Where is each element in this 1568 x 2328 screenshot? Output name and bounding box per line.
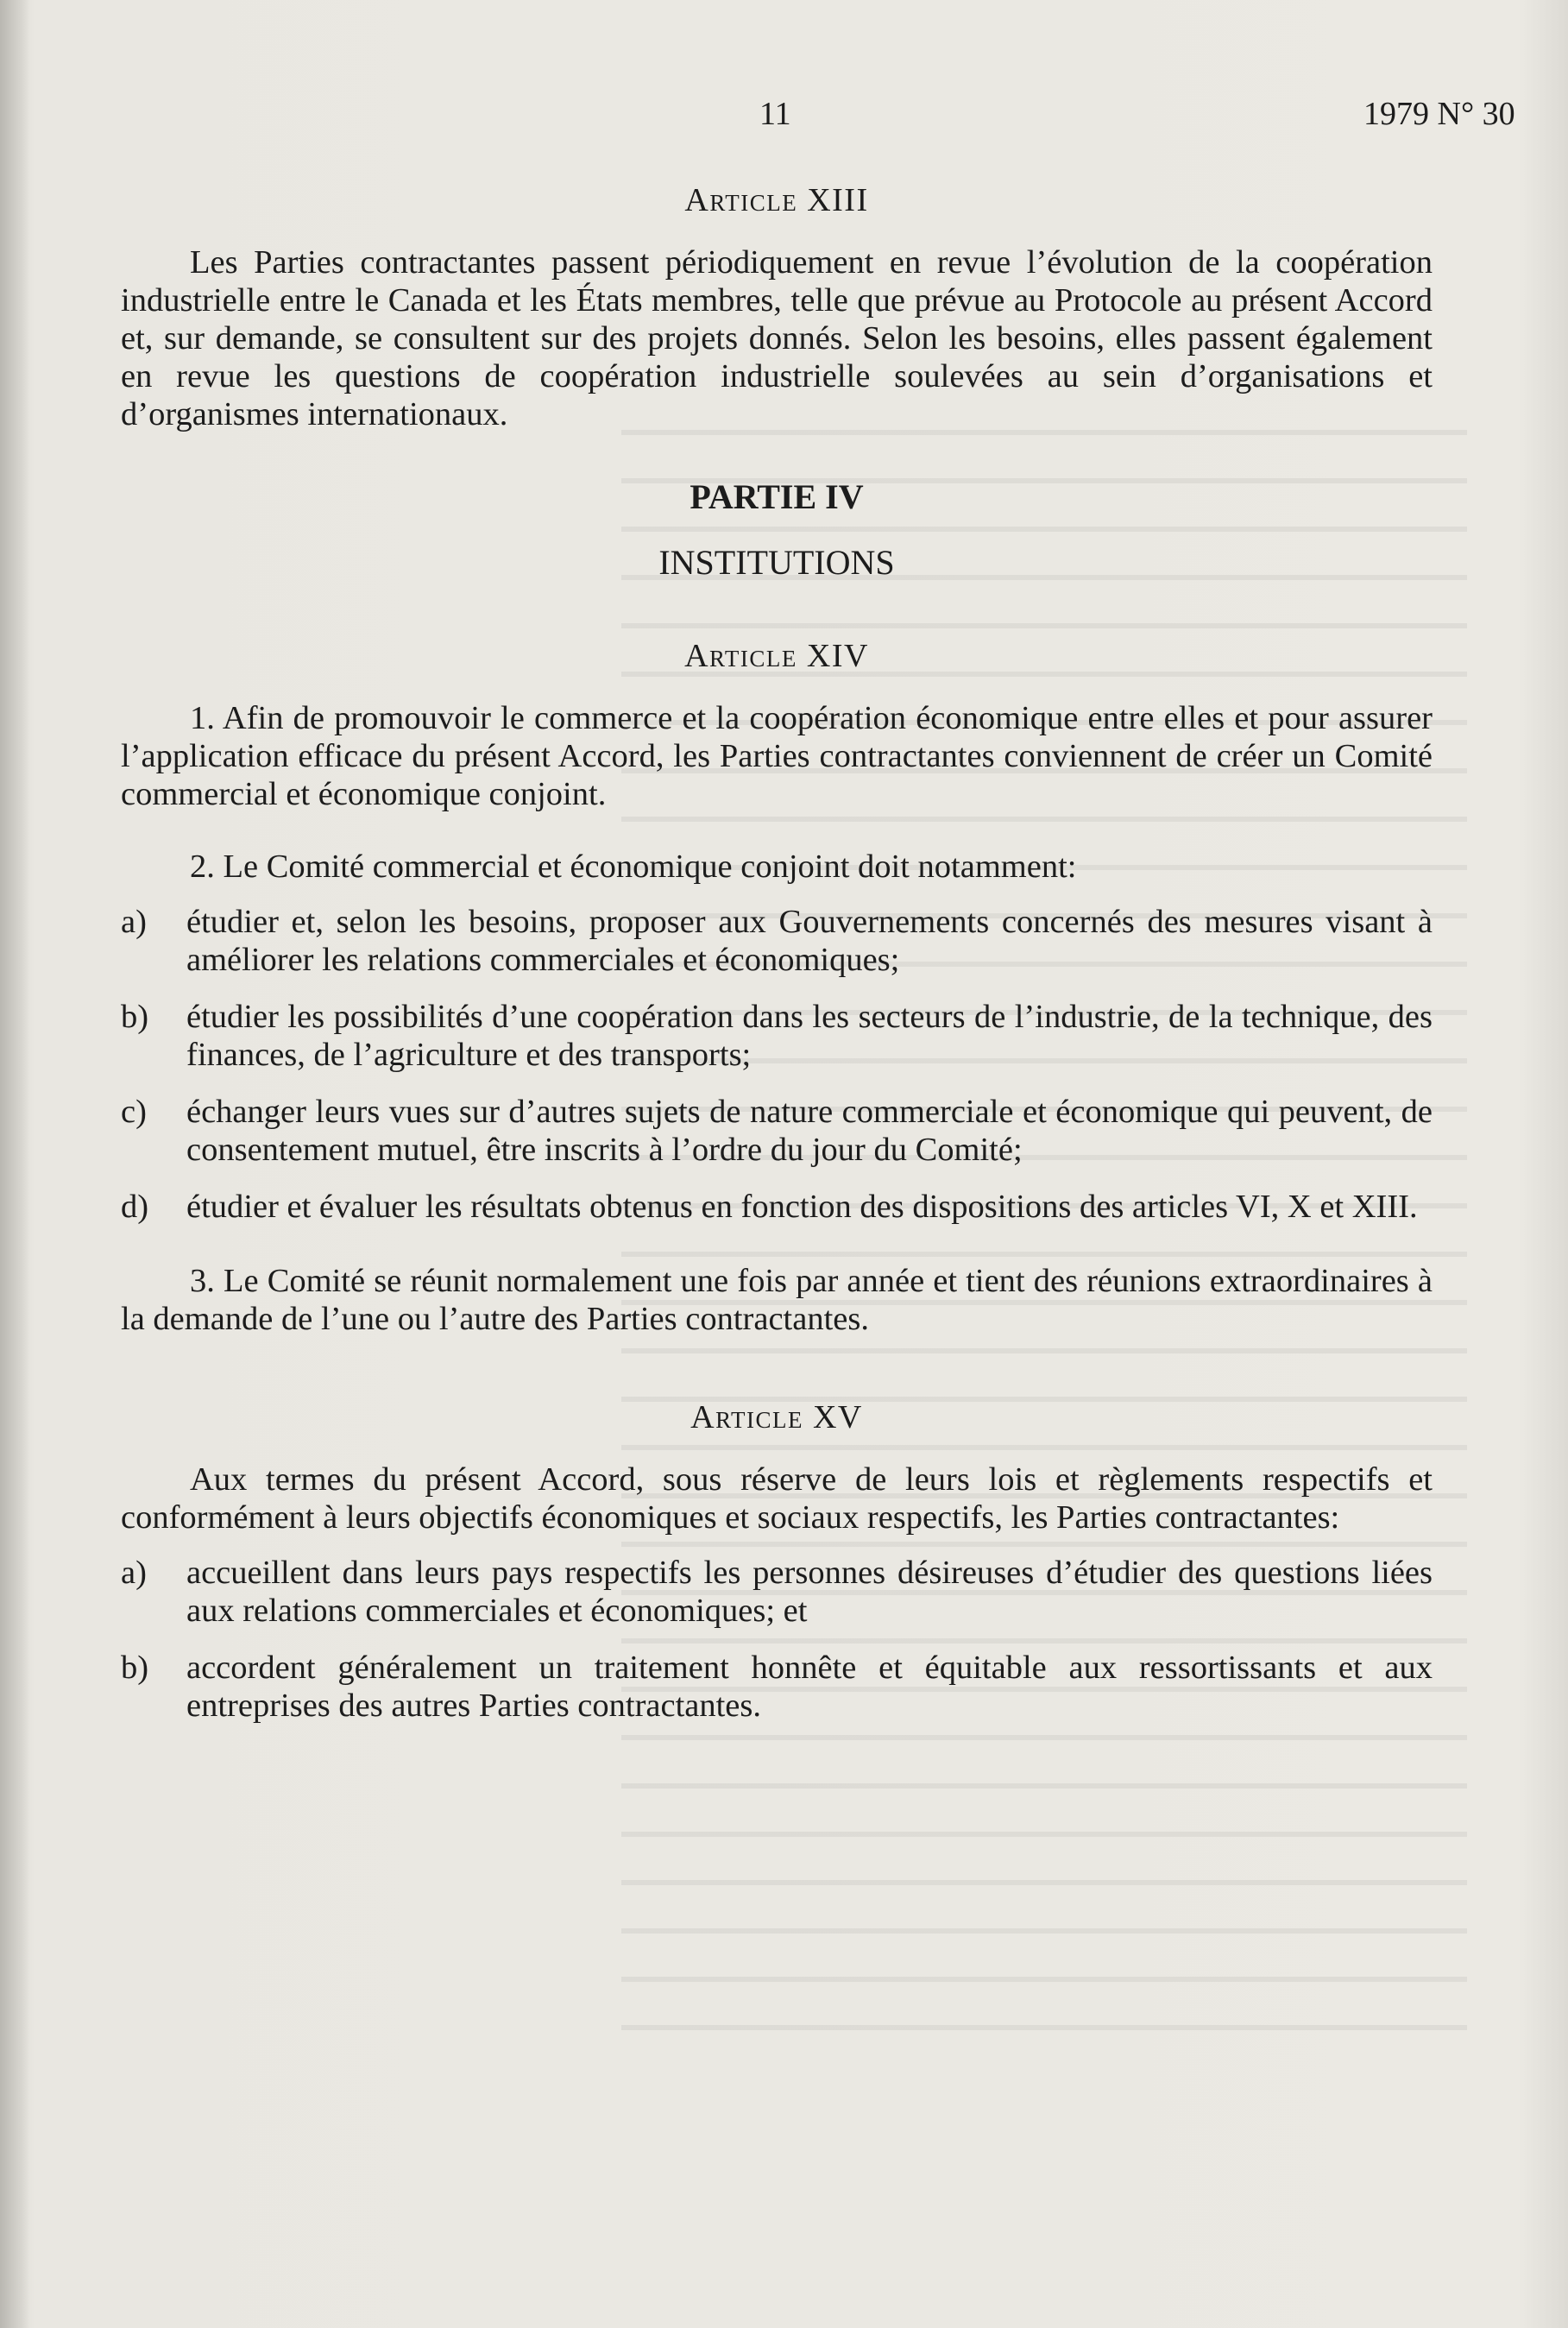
article-xiii-title: Article XIII	[684, 182, 869, 218]
part-title: PARTIE IV	[690, 477, 864, 516]
article-xiii-paragraph: Les Parties contractantes passent périodiquement en revue l’évolution de la coopération industrielle entre le Canada et les États membres, telle que prévue au Protocole au présent Accord et, sur demande, se consultent sur des projets donnés. Selon les besoins, elles passent également en revue les questions de coopération industrielle soulevées au sein d’organisations et d’organismes internationaux.	[121, 244, 1433, 432]
list-item-text: échanger leurs vues sur d’autres sujets de nature commerciale et économique qui peuvent, de consentement mutuel, être inscrits à l’ordre du jour du Comité;	[186, 1094, 1433, 1168]
article-xv-intro: Aux termes du présent Accord, sous réserve de leurs lois et règlements respectifs et conformément à leurs objectifs économiques et sociaux respectifs, les Parties contractantes:	[121, 1461, 1433, 1536]
list-item	[121, 1093, 1433, 1169]
document-reference: 1979 N° 30	[1363, 96, 1515, 132]
list-item	[121, 1188, 1433, 1226]
list-item-label: a)	[121, 1555, 147, 1591]
page-binding-shadow	[0, 0, 29, 2328]
list-item-text: étudier et, selon les besoins, proposer aux Gouvernements concernés des mesures visant à améliorer les relations commerciales et économiques;	[186, 904, 1433, 978]
article-xiv-para-1: 1. Afin de promouvoir le commerce et la coopération économique entre elles et pour assurer l’application efficace du présent Accord, les Parties contractantes conviennent de créer un Comité commercial et économique conjoint.	[121, 700, 1433, 812]
page-header	[0, 95, 1568, 147]
article-xiii	[121, 181, 1433, 433]
list-item-label: b)	[121, 999, 149, 1035]
list-item-label: d)	[121, 1189, 149, 1225]
article-xiv-para-3: 3. Le Comité se réunit normalement une fois par année et tient des réunions extraordinaires à la demande de l’une ou l’autre des Parties contractantes.	[121, 1263, 1433, 1337]
list-item	[121, 903, 1433, 979]
article-xv-title: Article XV	[690, 1399, 863, 1435]
page-number: 11	[759, 96, 791, 132]
list-item	[121, 1649, 1433, 1725]
list-item-label: c)	[121, 1094, 147, 1130]
list-item	[121, 998, 1433, 1074]
article-xv	[121, 1398, 1433, 1725]
list-item-text: étudier et évaluer les résultats obtenus en fonction des dispositions des articles VI, X et XIII.	[186, 1189, 1418, 1225]
list-item	[121, 1554, 1433, 1630]
list-item-text: accordent généralement un traitement honnête et équitable aux ressortissants et aux entreprises des autres Parties contractantes.	[186, 1650, 1433, 1724]
list-item-text: étudier les possibilités d’une coopération dans les secteurs de l’industrie, de la technique, des finances, de l’agriculture et des transports;	[186, 999, 1433, 1073]
article-xiv-para-2: 2. Le Comité commercial et économique conjoint doit notamment:	[190, 849, 1077, 885]
list-item-label: b)	[121, 1650, 149, 1686]
list-item-label: a)	[121, 904, 147, 940]
part-subtitle: INSTITUTIONS	[658, 543, 895, 582]
article-xiv	[121, 637, 1433, 1338]
list-item-text: accueillent dans leurs pays respectifs les personnes désireuses d’étudier des questions liées aux relations commerciales et économiques; et	[186, 1555, 1433, 1629]
page-body	[121, 181, 1433, 1744]
article-xiv-title: Article XIV	[684, 638, 869, 674]
